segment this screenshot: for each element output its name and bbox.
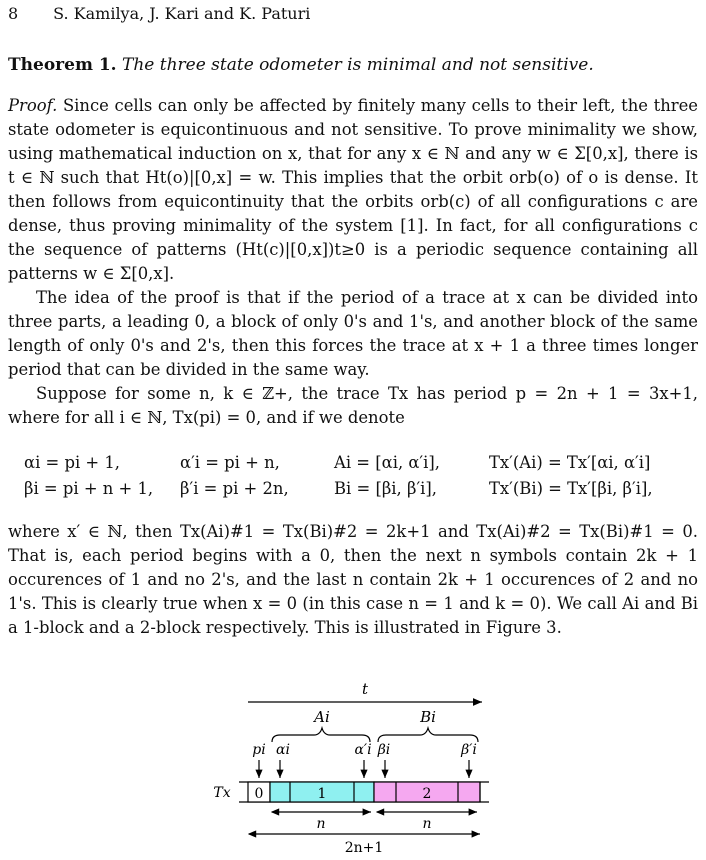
brace-B-label: Bi (420, 708, 436, 726)
page-number: 8 (8, 4, 19, 23)
theorem-label: Theorem 1. (8, 55, 117, 75)
pointer-label-pi: pi (252, 742, 266, 758)
eq-beta: βi = pi + n + 1, (24, 479, 154, 498)
eq-beta-prime: β′i = pi + 2n, (180, 479, 289, 498)
authors: S. Kamilya, J. Kari and K. Paturi (53, 4, 311, 23)
block-2-label: 2 (422, 786, 432, 802)
row-label: Tx (213, 785, 231, 801)
pointer-label-beta: βi (377, 742, 391, 758)
block-1-label: 1 (317, 786, 327, 802)
proof-label: Proof. (8, 96, 58, 115)
eq-B: Bi = [βi, β′i], (334, 479, 438, 498)
cell-zero-label: 0 (254, 786, 264, 802)
eq-A: Ai = [αi, α′i], (334, 453, 440, 472)
pointer-label-alpha: αi (276, 742, 290, 758)
brace-A (272, 728, 370, 742)
span-n-left-label: n (316, 816, 326, 832)
proof-paragraph-3: Suppose for some n, k ∈ ℤ+, the trace Tx has period p = 2n + 1 = 3x+1, where for all i ∈ ℕ, Tx(pi) = 0, and if we denote (8, 384, 698, 427)
brace-B (378, 728, 478, 742)
theorem-text: The three state odometer is minimal and not sensitive. (122, 55, 594, 75)
eq-alpha-prime: α′i = pi + n, (180, 453, 280, 472)
span-n-right-label: n (422, 816, 432, 832)
time-label: t (361, 680, 369, 698)
eq-T-B: Tx′(Bi) = Tx′[βi, β′i], (489, 479, 653, 498)
eq-alpha: αi = pi + 1, (24, 453, 120, 472)
brace-A-label: Ai (314, 708, 330, 726)
proof-paragraph-4: where x′ ∈ ℕ, then Tx(Ai)#1 = Tx(Bi)#2 = 2k+1 and Tx(Ai)#2 = Tx(Bi)#1 = 0. That is, each period begins with a 0, then the next n symbols contain 2k + 1 occurences of 1 and no 2's, and the last n contain 2k + 1 occurences of 2 and no 1's. This is clearly true when x = 0 (in this case n = 1 and k = 0). We call Ai and Bi a 1-block and a 2-block respectively. This is illustrated in Figure 3. (8, 522, 698, 637)
eq-T-A: Tx′(Ai) = Tx′[αi, α′i] (489, 453, 651, 472)
span-period-label: 2n+1 (344, 840, 384, 856)
pointer-label-alpha-prime: α′i (354, 742, 372, 758)
proof-paragraph-2: The idea of the proof is that if the period of a trace at x can be divided into three parts, a leading 0, a block of only 0's and 1's, and another block of the same length of only 0's and 2's, then this forces the trace at x + 1 a three times longer period that can be divided in the same way. (8, 288, 698, 379)
pointer-label-beta-prime: β′i (461, 742, 477, 758)
proof-text-1: Since cells can only be affected by finitely many cells to their left, the three state odometer is equicontinuous and not sensitive. To prove minimality we show, using mathematical induction on x, that for any x ∈ ℕ and any w ∈ Σ[0,x], there is t ∈ ℕ such that Ht(o)|[0,x] = w. This implies that the orbit orb(o) of o is dense. It then follows from equicontinuity that the orbits orb(c) of all configurations c are dense, thus proving minimality of the system [1]. In fact, for all configurations c the sequence of patterns (Ht(c)|[0,x])t≥0 is a periodic sequence containing all patterns w ∈ Σ[0,x]. (8, 96, 698, 283)
